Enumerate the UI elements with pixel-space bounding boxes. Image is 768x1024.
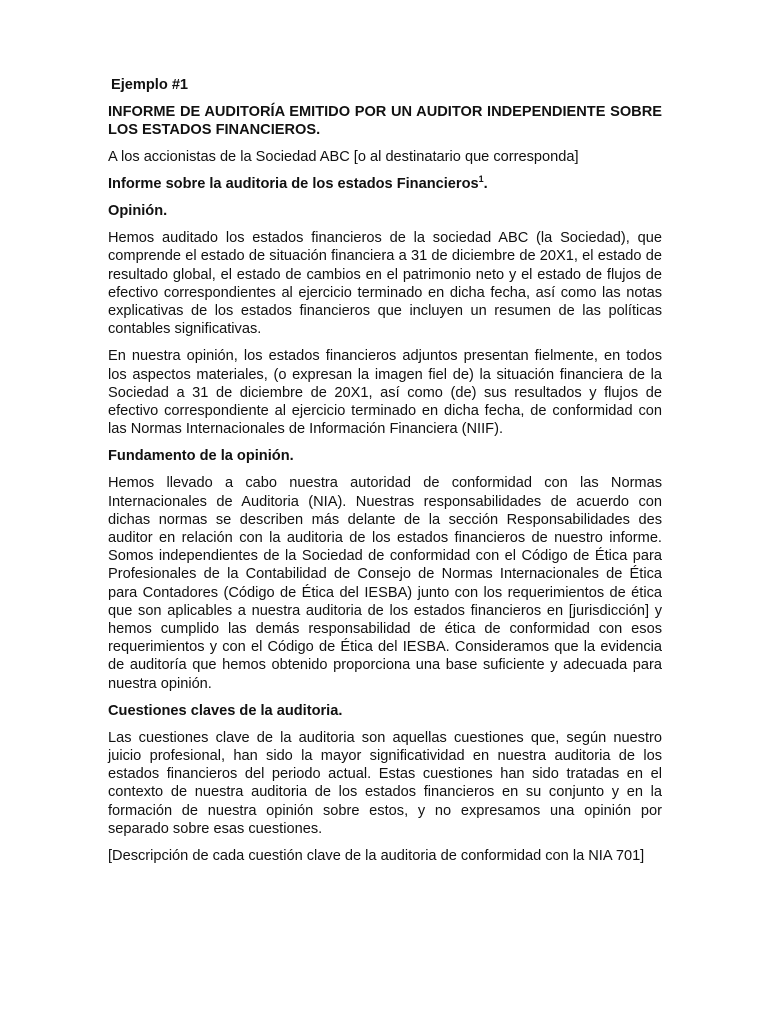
basis-heading: Fundamento de la opinión. [108,448,294,465]
document-page [108,76,662,874]
opinion-paragraph-2: En nuestra opinión, los estados financieros adjuntos presentan fielmente, en todos los aspectos materiales, (o expresan la imagen fiel de) la situación financiera de la Sociedad a 31 de diciembre de 20X1, así como (de) sus resultados y flujos de efectivo correspondiente al ejercicio terminado en dicha fecha, de conformidad con las Normas Internacionales de Información Financiera (NIIF). [108,348,662,438]
key-matters-heading: Cuestiones claves de la auditoria. [108,702,343,719]
opinion-paragraph-1: Hemos auditado los estados financieros de la sociedad ABC (la Sociedad), que comprende el estado de situación financiera a 31 de diciembre de 20X1, el estado de resultado global, el estado de cambios en el patrimonio neto y el estado de flujos de efectivo correspondientes al ejercicio terminado en dicha fecha, así como las notas explicativas de los estados financieros que incluyen un resumen de las políticas contables significativas. [108,230,662,338]
basis-paragraph-1: Hemos llevado a cabo nuestra autoridad de conformidad con las Normas Internacionales de Auditoria (NIA). Nuestras responsabilidades de acuerdo con dichas normas se describen más delante de la sección Responsabilidades des auditor en relación con la auditoria de los estados financieros de nuestro informe. Somos independientes de la Sociedad de conformidad con el Código de Ética para Profesionales de la Contabilidad de Consejo de Normas Internacionales de Ética para Contadores (Código de Ética del IESBA) junto con los requerimientos de ética que son aplicables a nuestra auditoria de los estados financieros en [jurisdicción] y hemos cumplido las demás responsabilidad de ética de conformidad con esos requerimientos y con el Código de Ética del IESBA. Consideramos que la evidencia de auditoría que hemos obtenido proporciona una base suficiente y adecuada para nuestra opinión. [108,475,662,692]
key-matters-paragraph-1: Las cuestiones clave de la auditoria son aquellas cuestiones que, según nuestro juicio profesional, han sido la mayor significatividad en nuestra auditoria de los estados financieros del periodo actual. Estas cuestiones han sido tratadas en el contexto de nuestra auditoria de los estados financieros en su conjunto y en la formación de nuestra opinión sobre estos, y no expresamos una opinión por separado sobre esas cuestiones. [108,729,662,837]
report-heading-trailing: . [483,176,488,193]
footnote-mark: 1 [478,174,484,185]
report-heading-text: Informe sobre la auditoria de los estados Financieros [108,176,479,193]
example-label: Ejemplo #1 [111,77,189,93]
document-title: INFORME DE AUDITORÍA EMITIDO POR UN AUDITOR INDEPENDIENTE SOBRE LOS ESTADOS FINANCIEROS. [108,104,662,138]
opinion-heading: Opinión. [108,203,168,220]
key-matters-paragraph-2: [Descripción de cada cuestión clave de la auditoria de conformidad con la NIA 701] [108,848,645,865]
report-heading [108,175,662,193]
addressee-line: A los accionistas de la Sociedad ABC [o al destinatario que corresponda] [108,149,579,165]
